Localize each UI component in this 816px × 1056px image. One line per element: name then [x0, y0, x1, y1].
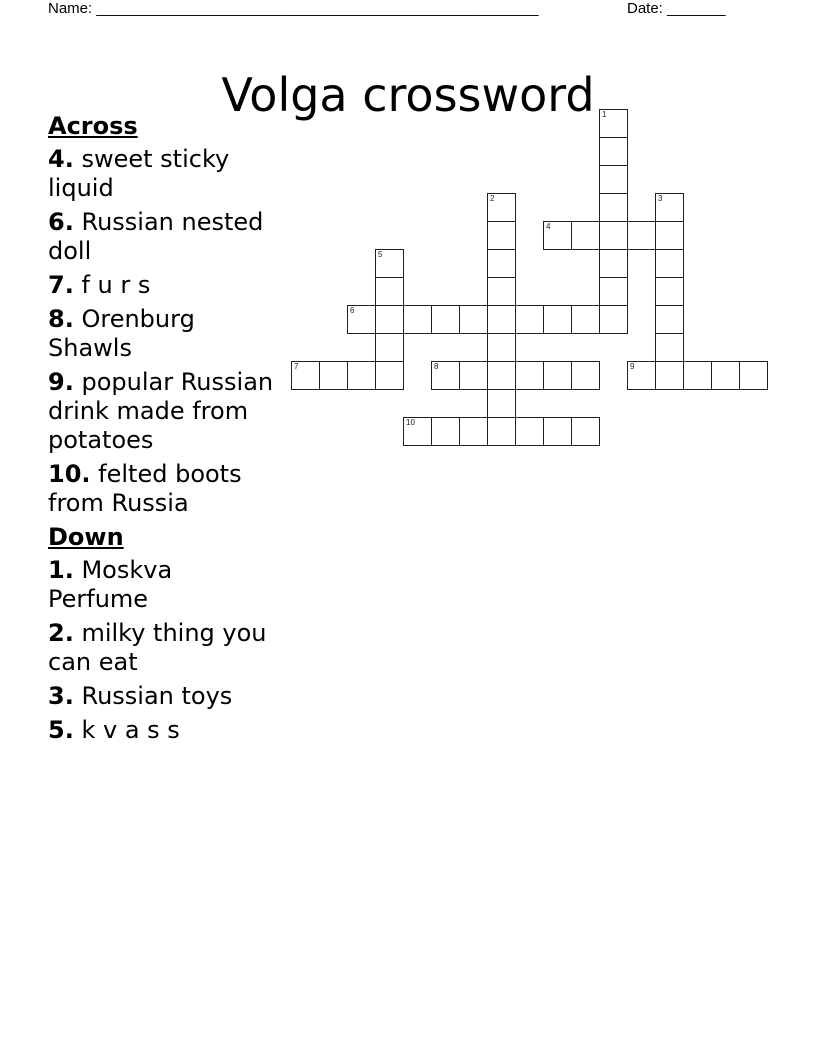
grid-cell[interactable] — [655, 361, 684, 390]
grid-cell[interactable] — [515, 361, 544, 390]
clue-number: 9. — [48, 368, 74, 396]
grid-cell[interactable] — [403, 417, 432, 446]
grid-cell[interactable] — [515, 305, 544, 334]
clue-number: 7. — [48, 271, 74, 299]
grid-cell[interactable] — [375, 361, 404, 390]
grid-cell[interactable] — [599, 165, 628, 194]
clue-number: 8. — [48, 305, 74, 333]
cell-number: 7 — [294, 362, 299, 371]
clue-number: 3. — [48, 682, 74, 710]
clue-number: 2. — [48, 619, 74, 647]
grid-cell[interactable] — [347, 305, 376, 334]
grid-cell[interactable] — [599, 193, 628, 222]
clue-number: 4. — [48, 145, 74, 173]
cell-number: 10 — [406, 418, 415, 427]
grid-cell[interactable] — [655, 305, 684, 334]
grid-cell[interactable] — [739, 361, 768, 390]
grid-cell[interactable] — [487, 305, 516, 334]
clue-list — [48, 112, 278, 750]
clue-text: f u r s — [81, 271, 151, 299]
cell-number: 2 — [490, 194, 495, 203]
date-field-label: Date: _______ — [627, 0, 726, 17]
clue-number: 1. — [48, 556, 74, 584]
down-heading: Down — [48, 523, 124, 551]
clue-text: felted boots from Russia — [48, 460, 242, 517]
grid-cell[interactable] — [375, 277, 404, 306]
grid-cell[interactable] — [627, 361, 656, 390]
grid-cell[interactable] — [487, 333, 516, 362]
down-clue — [48, 682, 278, 711]
grid-cell[interactable] — [291, 361, 320, 390]
clue-text: sweet sticky liquid — [48, 145, 230, 202]
cell-number: 5 — [378, 250, 383, 259]
grid-cell[interactable] — [487, 221, 516, 250]
across-clue — [48, 305, 278, 363]
grid-cell[interactable] — [655, 277, 684, 306]
grid-cell[interactable] — [599, 221, 628, 250]
grid-cell[interactable] — [431, 417, 460, 446]
across-clue — [48, 368, 278, 455]
grid-cell[interactable] — [487, 417, 516, 446]
grid-cell[interactable] — [487, 277, 516, 306]
clue-number: 5. — [48, 716, 74, 744]
grid-cell[interactable] — [571, 417, 600, 446]
clue-text: k v a s s — [81, 716, 180, 744]
across-clue — [48, 208, 278, 266]
grid-cell[interactable] — [627, 221, 656, 250]
grid-cell[interactable] — [571, 305, 600, 334]
grid-cell[interactable] — [655, 221, 684, 250]
cell-number: 6 — [350, 306, 355, 315]
clue-text: Orenburg Shawls — [48, 305, 195, 362]
clue-text: popular Russian drink made from potatoes — [48, 368, 274, 454]
grid-cell[interactable] — [487, 193, 516, 222]
grid-cell[interactable] — [487, 389, 516, 418]
grid-cell[interactable] — [375, 333, 404, 362]
grid-cell[interactable] — [655, 333, 684, 362]
across-heading: Across — [48, 112, 138, 140]
grid-cell[interactable] — [599, 109, 628, 138]
grid-cell[interactable] — [487, 249, 516, 278]
grid-cell[interactable] — [543, 417, 572, 446]
grid-cell[interactable] — [599, 137, 628, 166]
grid-cell[interactable] — [403, 305, 432, 334]
grid-cell[interactable] — [431, 361, 460, 390]
across-clue — [48, 145, 278, 203]
grid-cell[interactable] — [319, 361, 348, 390]
grid-cell[interactable] — [459, 417, 488, 446]
clue-text: Moskva Perfume — [48, 556, 173, 613]
grid-cell[interactable] — [599, 305, 628, 334]
name-field-label: Name: _____________________________________________________ — [48, 0, 539, 17]
grid-cell[interactable] — [459, 361, 488, 390]
grid-cell[interactable] — [571, 361, 600, 390]
grid-cell[interactable] — [711, 361, 740, 390]
grid-cell[interactable] — [431, 305, 460, 334]
across-clue — [48, 460, 278, 518]
grid-cell[interactable] — [543, 221, 572, 250]
grid-cell[interactable] — [375, 249, 404, 278]
down-clue — [48, 716, 278, 745]
grid-cell[interactable] — [599, 277, 628, 306]
down-clue — [48, 556, 278, 614]
cell-number: 3 — [658, 194, 663, 203]
grid-cell[interactable] — [347, 361, 376, 390]
grid-cell[interactable] — [515, 417, 544, 446]
grid-cell[interactable] — [599, 249, 628, 278]
grid-cell[interactable] — [655, 249, 684, 278]
cell-number: 1 — [602, 110, 607, 119]
grid-cell[interactable] — [571, 221, 600, 250]
cell-number: 8 — [434, 362, 439, 371]
cell-number: 4 — [546, 222, 551, 231]
grid-cell[interactable] — [459, 305, 488, 334]
clue-text: milky thing you can eat — [48, 619, 267, 676]
page-title: Volga crossword — [221, 67, 595, 122]
across-clue — [48, 271, 278, 300]
grid-cell[interactable] — [543, 305, 572, 334]
down-clue — [48, 619, 278, 677]
grid-cell[interactable] — [487, 361, 516, 390]
grid-cell[interactable] — [683, 361, 712, 390]
grid-cell[interactable] — [655, 193, 684, 222]
clue-number: 6. — [48, 208, 74, 236]
grid-cell[interactable] — [543, 361, 572, 390]
clue-text: Russian nested doll — [48, 208, 264, 265]
clue-number: 10. — [48, 460, 91, 488]
grid-cell[interactable] — [375, 305, 404, 334]
clue-text: Russian toys — [81, 682, 233, 710]
cell-number: 9 — [630, 362, 635, 371]
